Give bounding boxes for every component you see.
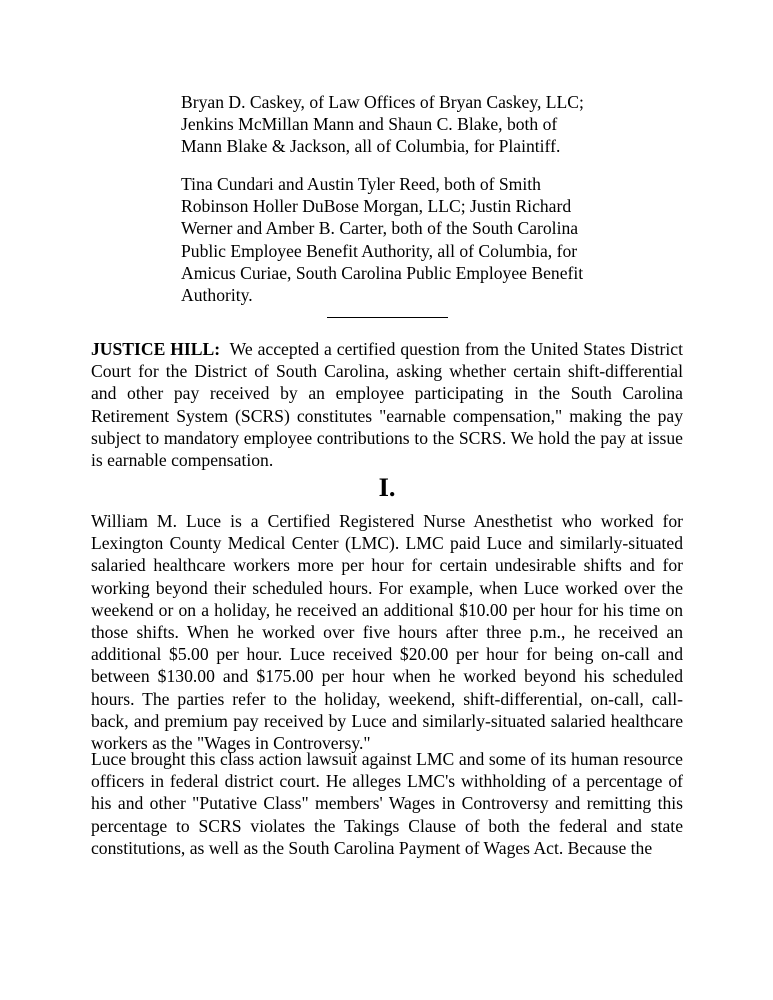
opinion-intro-paragraph <box>91 338 683 471</box>
facts-paragraph: Luce brought this class action lawsuit against LMC and some of its human resource officers in federal district court. He alleges LMC's withholding of a percentage of his and other "Putative Class" members' Wages in Controversy and remitting this percentage to SCRS violates the Takings Clause of both the federal and state constitutions, as well as the South Carolina Payment of Wages Act. Because the <box>91 749 683 858</box>
facts-paragraph: William M. Luce is a Certified Registered Nurse Anesthetist who worked for Lexington County Medical Center (LMC). LMC paid Luce and similarly-situated salaried healthcare workers more per hour for certain undesirable shifts and for working beyond their scheduled hours. For example, when Luce worked over the weekend or on a holiday, he received an additional $10.00 per hour for his time on those shifts. When he worked over five hours after three p.m., he received an additional $5.00 per hour. Luce received $20.00 per hour for being on-call and between $130.00 and $175.00 per hour when he worked beyond his scheduled hours. The parties refer to the holiday, weekend, shift-differential, on-call, call-back, and premium pay received by Luce and similarly-situated salaried healthcare workers as the "Wages in Controversy." <box>91 511 683 754</box>
section-heading: I. <box>378 472 396 502</box>
plaintiff-counsel: Bryan D. Caskey, of Law Offices of Bryan Caskey, LLC; Jenkins McMillan Mann and Shaun C. Blake, both of Mann Blake & Jackson, all of Columbia, for Plaintiff. <box>181 92 584 157</box>
amicus-counsel: Tina Cundari and Austin Tyler Reed, both of Smith Robinson Holler DuBose Morgan, LLC; Justin Richard Werner and Amber B. Carter, both of the South Carolina Public Employee Benefit Authority, all of Columbia, for Amicus Curiae, South Carolina Public Employee Benefit Authority. <box>181 174 584 306</box>
section-divider <box>327 317 448 318</box>
justice-label: JUSTICE HILL: <box>91 339 221 359</box>
opinion-intro-text: We accepted a certified question from the United States District Court for the District of South Carolina, asking whether certain shift-differential and other pay received by an employee participating in the South Carolina Retirement System (SCRS) constitutes "earnable compensation," making the pay subject to mandatory employee contributions to the SCRS. We hold the pay at issue is earnable compensation. <box>91 339 683 471</box>
